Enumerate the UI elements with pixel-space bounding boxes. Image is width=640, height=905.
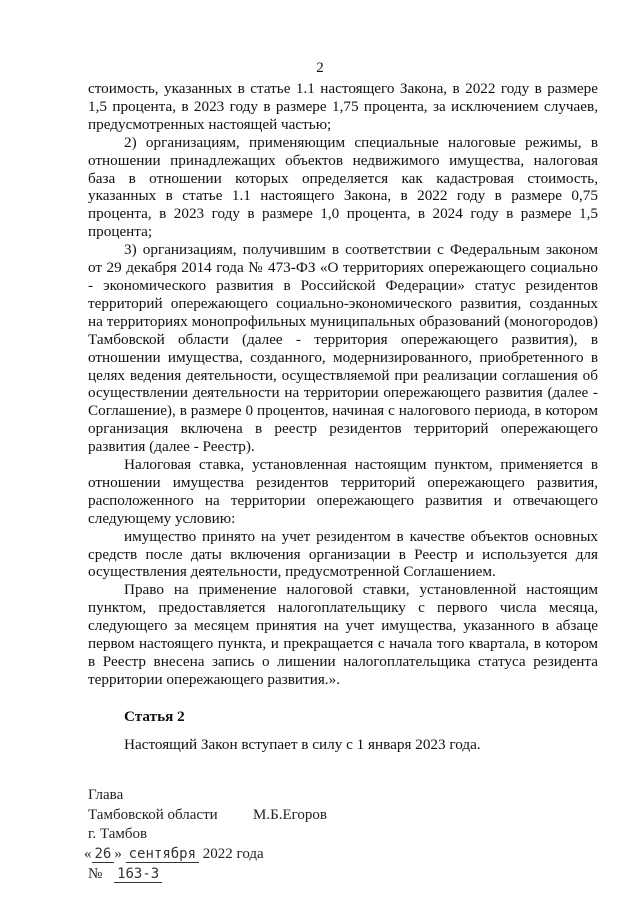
signature-name: М.Б.Егоров <box>253 807 327 823</box>
date-day: 26 <box>92 846 115 863</box>
signature-date <box>84 846 264 863</box>
document-body <box>88 80 598 689</box>
article-title: Статья 2 <box>124 708 185 725</box>
date-month: сентября <box>126 846 199 863</box>
article-text: Настоящий Закон вступает в силу с 1 января 2023 года. <box>124 736 481 753</box>
paragraph: Право на применение налоговой ставки, установленной настоящим пунктом, предоставляется налогоплательщику с первого числа месяца, следующего за месяцем принятия на учет имущества, указанного в абзаце первом настоящего пункта, и прекращается с начала того квартала, в котором в Реестр внесена запись о лишении налогоплательщика статуса резидента территории опережающего развития.». <box>88 581 598 688</box>
signature-position: Глава <box>88 787 124 803</box>
paragraph: 2) организациям, применяющим специальные налоговые режимы, в отношении принадлежащих объектов недвижимого имущества, налоговая база в отношении которых определяется как кадастровая стоимость, указанных в статье 1.1 настоящего Закона, в 2022 году в размере 0,75 процента, в 2023 году в размере 1,0 процента, в 2024 году в размере 1,5 процента; <box>88 133 598 241</box>
number-value: 163-З <box>114 866 162 883</box>
law-number <box>88 866 162 883</box>
date-close-quote: » <box>114 846 122 862</box>
date-open-quote: « <box>84 846 92 862</box>
paragraph: стоимость, указанных в статье 1.1 настоящего Закона, в 2022 году в размере 1,5 процента, в 2023 году в размере 1,75 процента, за исключением случаев, предусмотренных настоящей частью; <box>88 80 598 133</box>
signature-region: Тамбовской области <box>88 807 218 823</box>
paragraph: 3) организациям, получившим в соответствии с Федеральным законом от 29 декабря 2014 года № 473-ФЗ «О территориях опережающего социально - экономического развития в Российской Федерации» статус резидентов территорий опережающего социально-экономического развития, созданных на территориях монопрофильных муниципальных образований (моногородов) Тамбовской области (далее - территория опережающего развития), в отношении имущества, созданного, модернизированного, приобретенного в целях ведения деятельности, осуществляемой при реализации соглашения об осуществлении деятельности на территории опережающего развития (далее - Соглашение), в размере 0 процентов, начиная с налогового периода, в котором организация включена в реестр резидентов территорий опережающего развития (далее - Реестр). <box>88 241 598 456</box>
signature-city: г. Тамбов <box>88 826 148 842</box>
date-year: 2022 года <box>202 846 264 862</box>
page-number: 2 <box>316 60 324 76</box>
number-prefix: № <box>88 866 103 882</box>
paragraph: Налоговая ставка, установленная настоящим пунктом, применяется в отношении имущества резидентов территорий опережающего развития, расположенного на территории опережающего развития и отвечающего следующему условию: <box>88 456 598 527</box>
paragraph: имущество принято на учет резидентом в качестве объектов основных средств после даты включения организации в Реестр и используется для осуществления деятельности, предусмотренной Соглашением. <box>88 527 598 581</box>
